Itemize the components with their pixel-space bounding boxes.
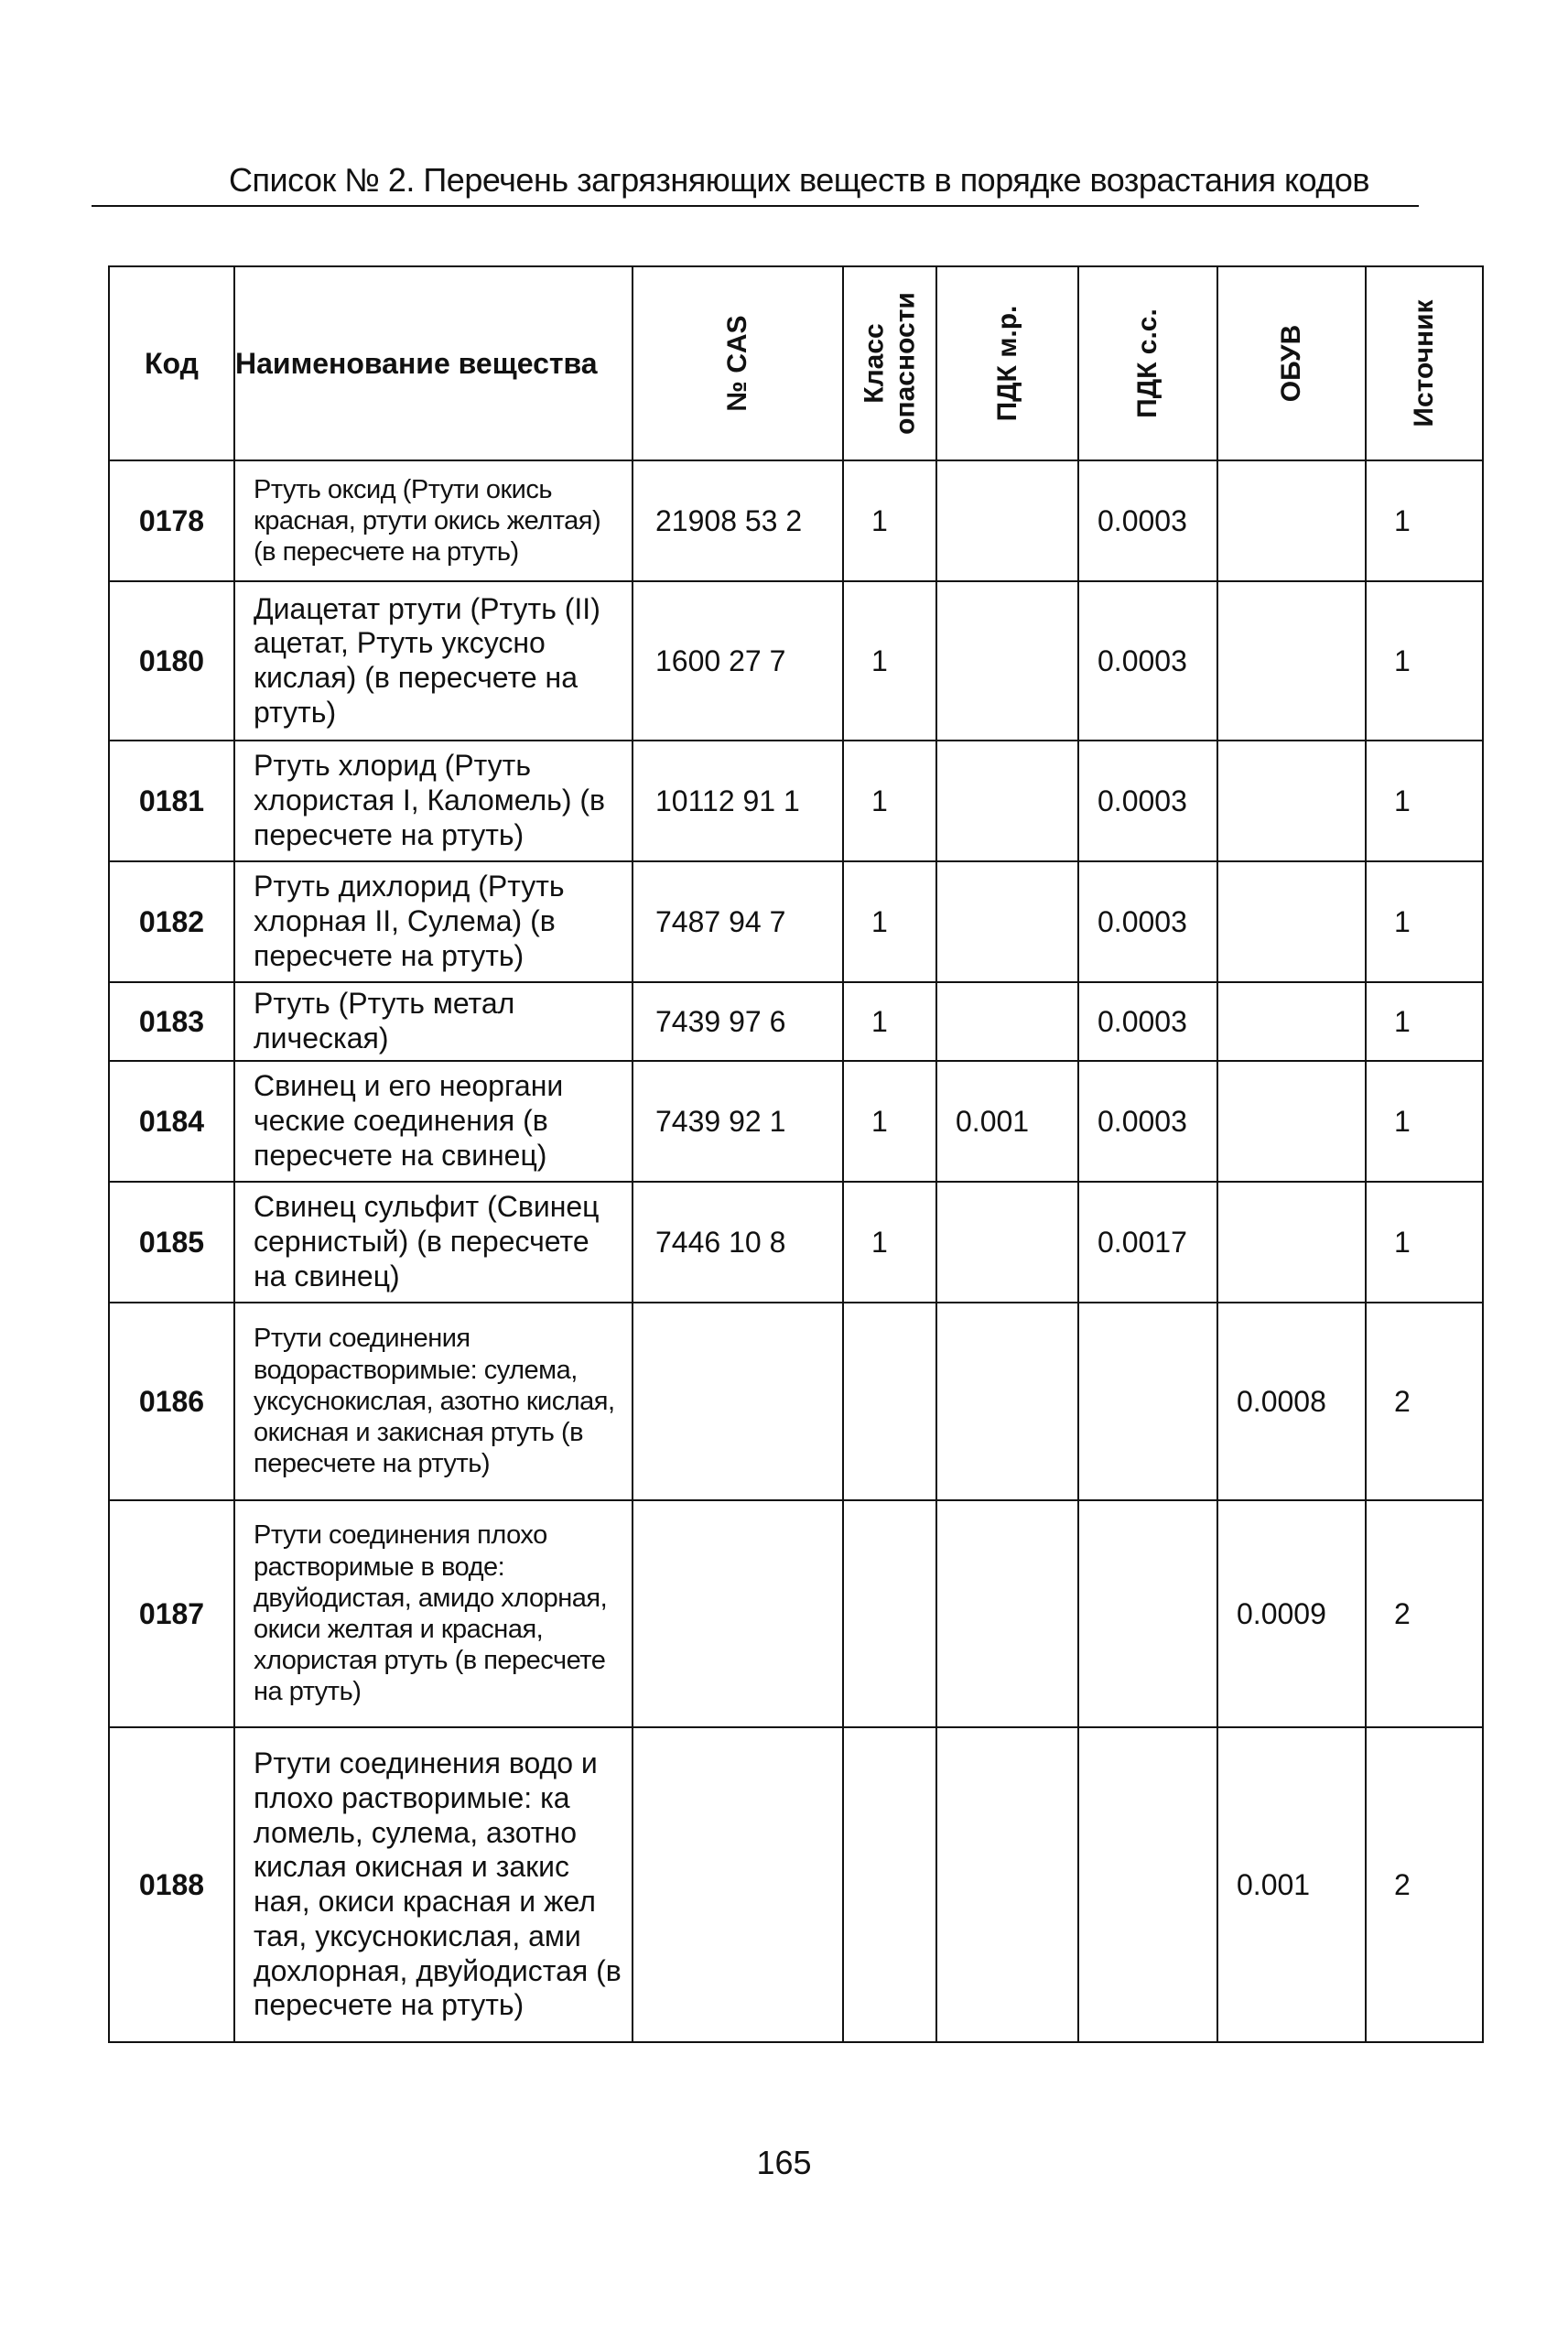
cell-pdk-mr: 0.001	[936, 1061, 1078, 1182]
cell-obuv	[1217, 460, 1366, 581]
table-header-row	[109, 266, 1483, 460]
cell-name: Свинец и его неоргани ческие соединения (в пересчете на свинец)	[234, 1061, 633, 1182]
cell-pdk-mr	[936, 1727, 1078, 2042]
cell-code: 0181	[109, 741, 234, 861]
cell-pdk-ss: 0.0003	[1078, 741, 1217, 861]
cell-obuv	[1217, 1061, 1366, 1182]
cell-code: 0185	[109, 1182, 234, 1303]
cell-cas	[633, 1500, 843, 1727]
cell-obuv: 0.001	[1217, 1727, 1366, 2042]
table-row	[109, 1061, 1483, 1182]
cell-obuv	[1217, 741, 1366, 861]
page-number: 165	[756, 2144, 812, 2181]
cell-code: 0183	[109, 982, 234, 1061]
cell-code: 0182	[109, 861, 234, 982]
cell-source: 1	[1366, 861, 1483, 982]
cell-pdk-ss: 0.0003	[1078, 460, 1217, 581]
cell-hazard-class	[843, 1303, 936, 1500]
cell-code: 0178	[109, 460, 234, 581]
cell-cas: 7487 94 7	[633, 861, 843, 982]
cell-pdk-ss: 0.0017	[1078, 1182, 1217, 1303]
cell-cas: 7446 10 8	[633, 1182, 843, 1303]
cell-obuv	[1217, 861, 1366, 982]
cell-source: 1	[1366, 741, 1483, 861]
cell-source: 1	[1366, 982, 1483, 1061]
cell-cas: 7439 97 6	[633, 982, 843, 1061]
cell-pdk-mr	[936, 982, 1078, 1061]
cell-pdk-mr	[936, 460, 1078, 581]
table-row	[109, 982, 1483, 1061]
cell-pdk-mr	[936, 861, 1078, 982]
cell-hazard-class: 1	[843, 1061, 936, 1182]
cell-cas: 1600 27 7	[633, 581, 843, 741]
cell-hazard-class	[843, 1500, 936, 1727]
cell-name: Свинец сульфит (Свинец сернистый) (в пересчете на свинец)	[234, 1182, 633, 1303]
cell-hazard-class: 1	[843, 861, 936, 982]
cell-name: Диацетат ртути (Ртуть (II) ацетат, Ртуть уксусно кислая) (в пересчете на ртуть)	[234, 581, 633, 741]
page-header	[92, 156, 1419, 207]
column-header-code: Код	[109, 266, 234, 460]
column-header-source: Источник	[1366, 266, 1483, 460]
cell-name: Ртуть хлорид (Ртуть хлористая I, Каломель) (в пересчете на ртуть)	[234, 741, 633, 861]
cell-pdk-mr	[936, 581, 1078, 741]
cell-hazard-class: 1	[843, 741, 936, 861]
column-header-name: Наименование вещества	[234, 266, 633, 460]
cell-hazard-class	[843, 1727, 936, 2042]
column-header-pdk-mr: ПДК м.р.	[936, 266, 1078, 460]
cell-pdk-ss: 0.0003	[1078, 861, 1217, 982]
cell-name: Ртути соединения плохо растворимые в воде: двуйодистая, амидо хлорная, окиси желтая и красная, хлористая ртуть (в пересчете на ртуть)	[234, 1500, 633, 1727]
cell-pdk-mr	[936, 741, 1078, 861]
cell-pdk-ss	[1078, 1500, 1217, 1727]
table-row	[109, 1500, 1483, 1727]
cell-pdk-ss	[1078, 1303, 1217, 1500]
substances-table	[108, 265, 1484, 2043]
cell-obuv: 0.0009	[1217, 1500, 1366, 1727]
cell-code: 0180	[109, 581, 234, 741]
cell-pdk-ss	[1078, 1727, 1217, 2042]
cell-name: Ртуть (Ртуть метал лическая)	[234, 982, 633, 1061]
cell-source: 2	[1366, 1303, 1483, 1500]
cell-code: 0184	[109, 1061, 234, 1182]
cell-obuv: 0.0008	[1217, 1303, 1366, 1500]
column-header-hazard-class: Класс опасности	[843, 266, 936, 460]
cell-name: Ртуть оксид (Ртути окись красная, ртути окись желтая) (в пересчете на ртуть)	[234, 460, 633, 581]
cell-code: 0187	[109, 1500, 234, 1727]
cell-cas	[633, 1727, 843, 2042]
cell-obuv	[1217, 982, 1366, 1061]
cell-pdk-mr	[936, 1500, 1078, 1727]
cell-source: 1	[1366, 460, 1483, 581]
column-header-pdk-ss: ПДК с.с.	[1078, 266, 1217, 460]
cell-source: 1	[1366, 1061, 1483, 1182]
cell-name: Ртути соединения водорастворимые: сулема, уксуснокислая, азотно кислая, окисная и закисная ртуть (в пересчете на ртуть)	[234, 1303, 633, 1500]
cell-code: 0188	[109, 1727, 234, 2042]
cell-pdk-mr	[936, 1182, 1078, 1303]
cell-pdk-ss: 0.0003	[1078, 1061, 1217, 1182]
cell-hazard-class: 1	[843, 982, 936, 1061]
cell-pdk-ss: 0.0003	[1078, 982, 1217, 1061]
cell-hazard-class: 1	[843, 460, 936, 581]
table-row	[109, 1727, 1483, 2042]
cell-obuv	[1217, 581, 1366, 741]
table-row	[109, 741, 1483, 861]
cell-cas: 7439 92 1	[633, 1061, 843, 1182]
cell-cas: 10112 91 1	[633, 741, 843, 861]
cell-hazard-class: 1	[843, 1182, 936, 1303]
cell-source: 2	[1366, 1727, 1483, 2042]
table-row	[109, 1182, 1483, 1303]
cell-cas	[633, 1303, 843, 1500]
cell-hazard-class: 1	[843, 581, 936, 741]
cell-name: Ртуть дихлорид (Ртуть хлорная II, Сулема) (в пересчете на ртуть)	[234, 861, 633, 982]
table-row	[109, 581, 1483, 741]
column-header-obuv: ОБУВ	[1217, 266, 1366, 460]
table-row	[109, 1303, 1483, 1500]
table-row	[109, 861, 1483, 982]
page-title: Список № 2. Перечень загрязняющих веществ в порядке возрастания кодов	[229, 161, 1370, 199]
cell-source: 1	[1366, 1182, 1483, 1303]
cell-pdk-mr	[936, 1303, 1078, 1500]
column-header-cas: № CAS	[633, 266, 843, 460]
cell-pdk-ss: 0.0003	[1078, 581, 1217, 741]
cell-obuv	[1217, 1182, 1366, 1303]
cell-name: Ртути соединения водо и плохо растворимые: ка ломель, сулема, азотно кислая окисная и закис ная, окиси красная и жел тая, уксуснокислая, ами дохлорная, двуйодистая (в пересчете на ртуть)	[234, 1727, 633, 2042]
cell-source: 1	[1366, 581, 1483, 741]
cell-source: 2	[1366, 1500, 1483, 1727]
table-row	[109, 460, 1483, 581]
cell-cas: 21908 53 2	[633, 460, 843, 581]
cell-code: 0186	[109, 1303, 234, 1500]
